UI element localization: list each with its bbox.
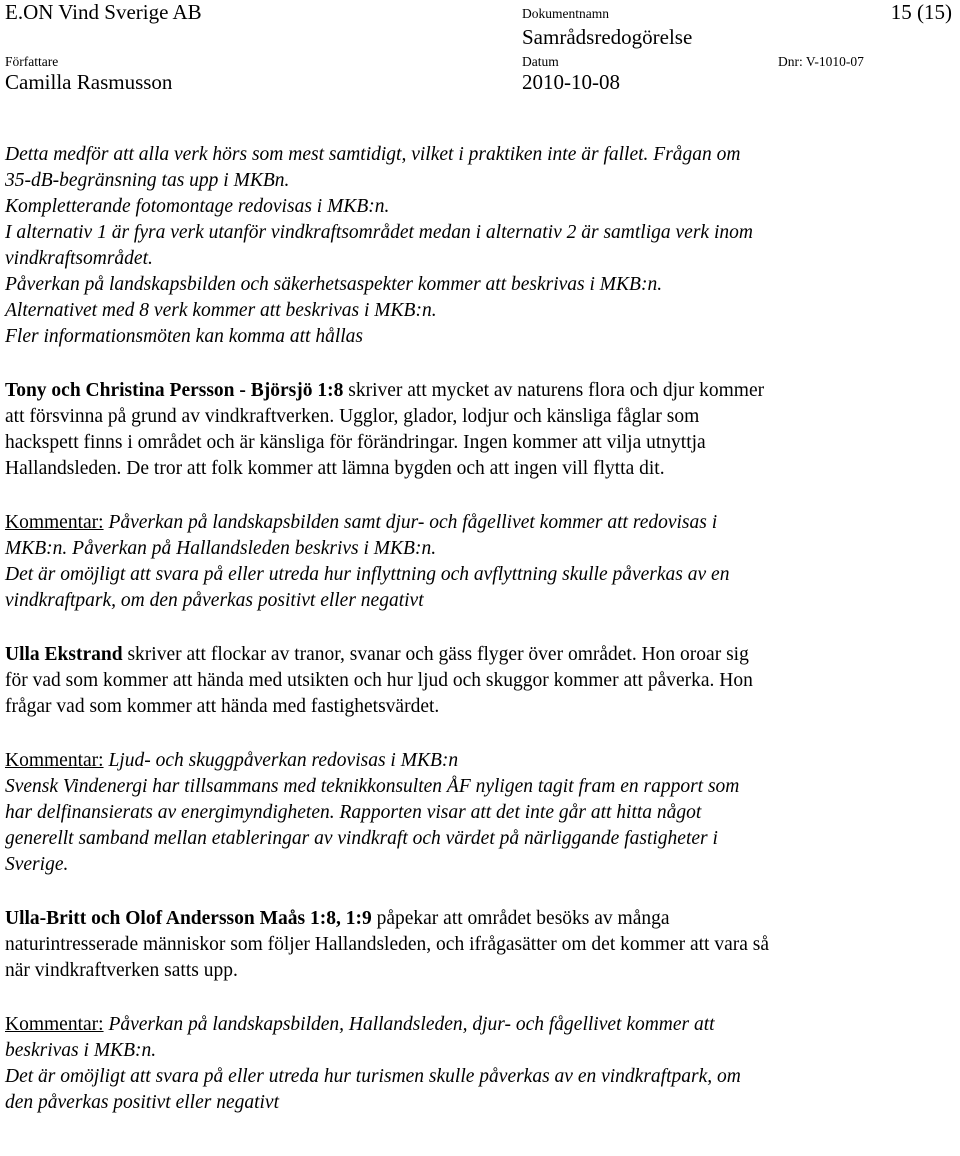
document-body	[5, 142, 955, 1116]
comment-label: Kommentar:	[5, 750, 104, 771]
text-line: vindkraftpark, om den påverkas positivt eller negativt	[5, 590, 424, 611]
text-line: Detta medför att alla verk hörs som mest samtidigt, vilket i praktiken inte är fallet. Frågan om	[5, 144, 741, 165]
paragraph-comment-1	[5, 510, 955, 614]
text-line: Kommentar: Påverkan på landskapsbilden, Hallandsleden, djur- och fågellivet kommer att	[5, 1014, 715, 1035]
doc-name-label: Dokumentnamn	[522, 6, 609, 21]
page-number: 15 (15)	[890, 0, 952, 24]
text-line: Det är omöjligt att svara på eller utreda hur turismen skulle påverkas av en vindkraftpark, om	[5, 1066, 741, 1087]
date-label: Datum	[522, 54, 559, 69]
text-line: när vindkraftverken satts upp.	[5, 960, 238, 981]
text-line: 35-dB-begränsning tas upp i MKBn.	[5, 170, 290, 191]
text-line: den påverkas positivt eller negativt	[5, 1092, 280, 1113]
text-line: Sverige.	[5, 854, 69, 875]
text-line: frågar vad som kommer att hända med fastighetsvärdet.	[5, 696, 440, 717]
text-line: naturintresserade människor som följer Hallandsleden, och ifrågasätter om det kommer att vara så	[5, 934, 770, 955]
text-line: Kommentar: Påverkan på landskapsbilden samt djur- och fågellivet kommer att redovisas i	[5, 512, 718, 533]
dnr: Dnr: V-1010-07	[778, 54, 864, 69]
person-name: Ulla Ekstrand	[5, 644, 123, 665]
text-line: Ulla-Britt och Olof Andersson Maås 1:8, 1:9 påpekar att området besöks av många	[5, 908, 670, 929]
text-line: Kommentar: Ljud- och skuggpåverkan redovisas i MKB:n	[5, 750, 459, 771]
document-header	[0, 0, 960, 110]
paragraph-comment-3	[5, 1012, 955, 1116]
text-line: Påverkan på landskapsbilden och säkerhetsaspekter kommer att beskrivas i MKB:n.	[5, 274, 663, 295]
person-name: Tony och Christina Persson - Björsjö 1:8	[5, 380, 344, 401]
text-line: för vad som kommer att hända med utsikten och hur ljud och skuggor kommer att påverka. Hon	[5, 670, 753, 691]
paragraph-persson	[5, 378, 955, 482]
text-line: I alternativ 1 är fyra verk utanför vindkraftsområdet medan i alternativ 2 är samtliga verk inom	[5, 222, 753, 243]
author-label: Författare	[5, 54, 59, 69]
text-line: Fler informationsmöten kan komma att hållas	[5, 326, 364, 347]
date: 2010-10-08	[522, 70, 620, 94]
author: Camilla Rasmusson	[5, 70, 173, 94]
text-line: Alternativet med 8 verk kommer att beskrivas i MKB:n.	[5, 300, 437, 321]
text-line: vindkraftsområdet.	[5, 248, 153, 269]
text-line: Svensk Vindenergi har tillsammans med teknikkonsulten ÅF nyligen tagit fram en rapport som	[5, 776, 740, 797]
person-name: Ulla-Britt och Olof Andersson Maås 1:8, 1:9	[5, 908, 372, 929]
text-line: Ulla Ekstrand skriver att flockar av tranor, svanar och gäss flyger över området. Hon oroar sig	[5, 644, 749, 665]
text-line: att försvinna på grund av vindkraftverken. Ugglor, glador, lodjur och känsliga fåglar som	[5, 406, 700, 427]
text-line: Kompletterande fotomontage redovisas i MKB:n.	[5, 196, 390, 217]
text-line: Tony och Christina Persson - Björsjö 1:8 skriver att mycket av naturens flora och djur kommer	[5, 380, 765, 401]
paragraph-andersson	[5, 906, 955, 984]
company-name: E.ON Vind Sverige AB	[5, 0, 202, 24]
text-line: Det är omöjligt att svara på eller utreda hur inflyttning och avflyttning skulle påverkas av en	[5, 564, 730, 585]
paragraph-ekstrand	[5, 642, 955, 720]
doc-name: Samrådsredogörelse	[522, 25, 693, 49]
text-line: har delfinansierats av energimyndigheten. Rapporten visar att det inte går att hitta något	[5, 802, 702, 823]
comment-label: Kommentar:	[5, 512, 104, 533]
text-line: generellt samband mellan etableringar av vindkraft och värdet på närliggande fastigheter i	[5, 828, 718, 849]
paragraph-comment-2	[5, 748, 955, 878]
paragraph-response-1	[5, 142, 955, 350]
text-line: beskrivas i MKB:n.	[5, 1040, 157, 1061]
text-line: Hallandsleden. De tror att folk kommer att lämna bygden och att ingen vill flytta dit.	[5, 458, 665, 479]
text-line: MKB:n. Påverkan på Hallandsleden beskrivs i MKB:n.	[5, 538, 437, 559]
comment-label: Kommentar:	[5, 1014, 104, 1035]
text-line: hackspett finns i området och är känsliga för förändringar. Ingen kommer att vilja utnyttja	[5, 432, 706, 453]
